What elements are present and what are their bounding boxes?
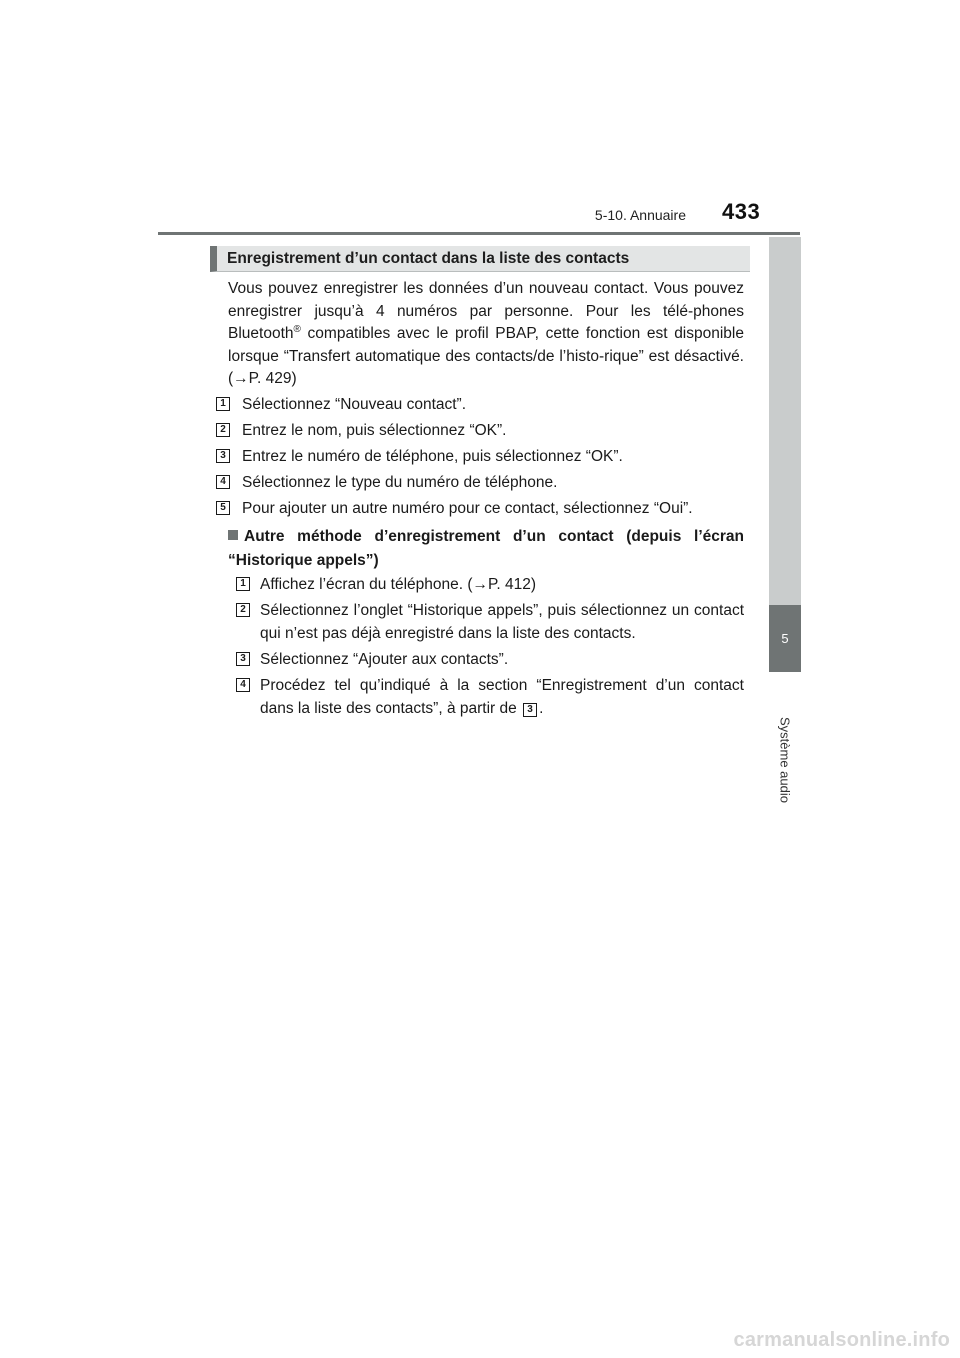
square-bullet-icon [228, 530, 238, 540]
sub-heading-text: Autre méthode d’enregistrement d’un contact (depuis l’écran “Historique appels”) [228, 528, 744, 569]
registered-mark: ® [293, 324, 301, 335]
step-text-body: Procédez tel qu’indiqué à la section “Enregistrement d’un contact dans la liste des contacts”, à partir de [260, 677, 744, 717]
step-text: Sélectionnez “Ajouter aux contacts”. [260, 651, 509, 668]
section-heading: Enregistrement d’un contact dans la liste des contacts [210, 246, 750, 272]
section-intro [228, 278, 744, 391]
step-text: Entrez le nom, puis sélectionnez “OK”. [242, 422, 507, 439]
step-badge: 2 [236, 603, 250, 617]
step-text: Sélectionnez “Nouveau contact”. [242, 396, 467, 413]
side-tab-top [769, 237, 801, 605]
step-badge: 5 [216, 501, 230, 515]
step-badge: 1 [236, 577, 250, 591]
step-text-end: . [539, 699, 544, 717]
side-tab-chapter-label: Système audio [777, 717, 793, 803]
intro-text-1: Vous pouvez enregistrer les données d’un nouveau contact. Vous pouvez enregistrer jusqu’à 4 numéros par personne. Pour les télé-phones Bluetooth [228, 280, 744, 342]
step-ref-badge: 3 [523, 703, 537, 717]
watermark: carmanualsonline.info [733, 1329, 950, 1351]
step-badge: 3 [236, 652, 250, 666]
page-number: 433 [722, 199, 761, 224]
step-badge: 4 [236, 678, 250, 692]
step-text: Sélectionnez le type du numéro de téléphone. [242, 474, 558, 491]
intro-text-2: compatibles avec le profil PBAP, cette fonction est disponible lorsque “Transfert automatique des contacts/de l’histo-rique” est désactivé. (→P. 429) [228, 325, 744, 387]
step-badge: 4 [216, 475, 230, 489]
step-text: Pour ajouter un autre numéro pour ce contact, sélectionnez “Oui”. [242, 500, 693, 517]
step-text [260, 675, 744, 720]
header-rule [158, 232, 800, 235]
step-badge: 3 [216, 449, 230, 463]
step-text: Sélectionnez l’onglet “Historique appels”, puis sélectionnez un contact qui n’est pas déjà enregistré dans la liste des contacts. [260, 602, 744, 642]
step-text: Entrez le numéro de téléphone, puis sélectionnez “OK”. [242, 448, 623, 465]
step-text: Affichez l’écran du téléphone. (→P. 412) [260, 576, 537, 593]
sub-heading [228, 525, 744, 573]
chapter-title: 5-10. Annuaire [594, 207, 686, 223]
side-tab-chapter-number: 5 [769, 605, 801, 672]
step-badge: 1 [216, 397, 230, 411]
step-badge: 2 [216, 423, 230, 437]
